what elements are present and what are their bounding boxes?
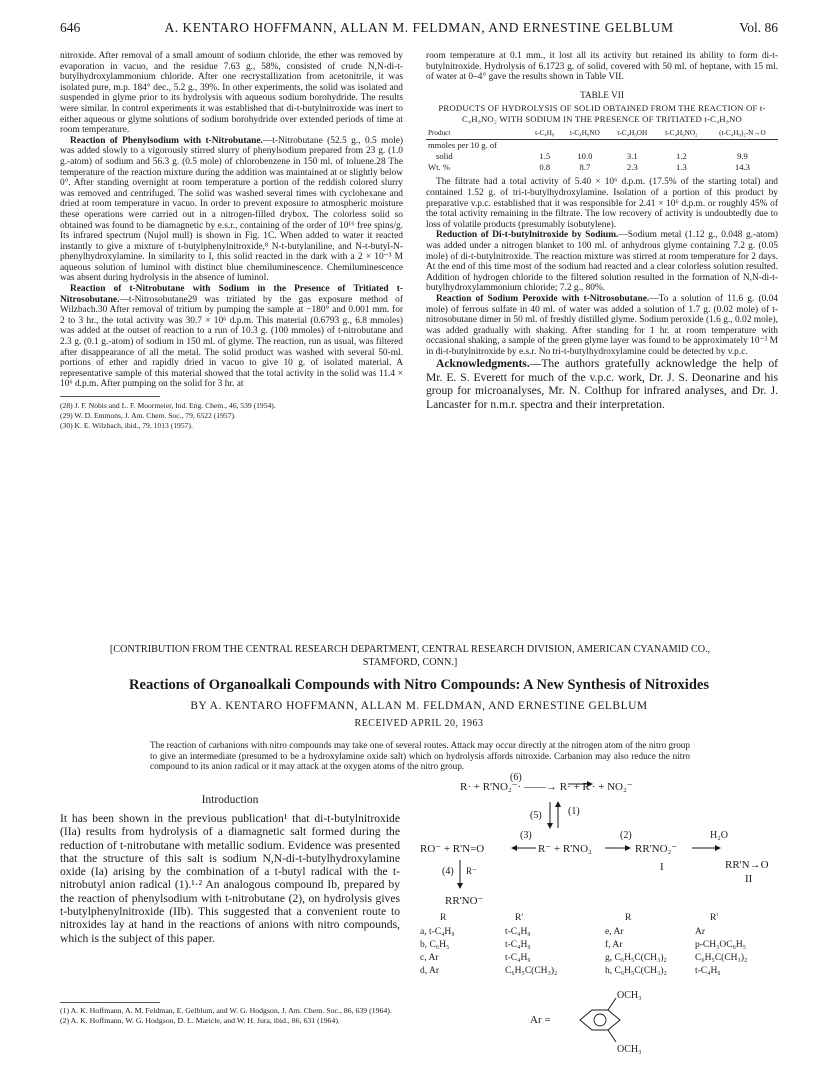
section-heading-introduction: Introduction — [201, 794, 259, 806]
legend-cell: C₆H₅C(CH₃)₂ — [695, 953, 748, 963]
legend-header: R' — [710, 913, 719, 923]
table-cell: 3.1 — [626, 151, 638, 162]
table-header-cell: t-C₄H₈ — [528, 128, 561, 140]
paragraph — [60, 284, 403, 390]
legend-cell: d, Ar — [420, 966, 439, 976]
paragraph-text: —t-Nitrobutane (52.5 g., 0.5 mole) was added slowly to a vigorously stirred slurry of phenylsodium prepared from 23 g. (1.0 g.-atom) of sodium and 56.3 g. (0.5 mole) of chlorobenzene in 150 ml. of toluene.28 The temperature of the reaction mixture during the addition was maintained at or slightly below 0°. After standing overnight at room temperature a portion of the reddish colored slurry was removed and centrifuged. The solid was washed several times with cyclohexane and dried at room temperature in vacuo. In order to prevent exposure to atmospheric moisture these operations were carried out in a nitrogen-filled drybox. The colorless solid so obtained was found to be diamagnetic by e.s.r., containing of the order of 10¹⁶ free spins/g. Its infrared spectrum (Nujol mull) is shown in Fig. 1C. When added to water it reacted instantly to give a mixture of t-butylphenylnitroxide,⁸ N-t-butylaniline, and N-t-butyl-N-phenylhydroxylamine. In similarity to I, this solid reacted in the dark with a 2 × 10⁻³ M aqueous solution of luminol with distinct blue chemiluminescence. Chemiluminescence was absent during hydrolysis in the absence of luminol. — [60, 135, 403, 284]
table-caption: PRODUCTS OF HYDROLYSIS OF SOLID OBTAINED FROM THE REACTION OF t-C₄H₉NO₂ WITH SODIUM IN THE PRESENCE OF TRITIATED t-C₄H₉NO — [438, 103, 766, 125]
table-cell: 14.3 — [734, 162, 750, 173]
acknowledgments-heading: Acknowledgments. — [436, 357, 530, 371]
methoxy-top: OCH₃ — [617, 990, 642, 1001]
legend-header: R' — [515, 913, 524, 923]
scheme-label-6: (6) — [510, 772, 522, 783]
scheme-label-5: (5) — [530, 810, 542, 821]
legend-cell: g, C₆H₅C(CH₃)₂ — [605, 953, 667, 963]
footnote-divider — [60, 1002, 160, 1003]
legend-cell: Ar — [695, 927, 706, 937]
legend-cell: t-C₄H₉ — [505, 940, 531, 950]
legend-cell: t-C₄H₉ — [695, 966, 721, 976]
table-cell: 1.2 — [676, 151, 687, 162]
legend-cell: t-C₄H₉ — [505, 953, 531, 963]
legend-cell: p-CH₃OC₆H₅ — [695, 940, 747, 950]
contribution-line: [CONTRIBUTION FROM THE CENTRAL RESEARCH DEPARTMENT, CENTRAL RESEARCH DIVISION, AMERICAN CYANAMID CO., STAMFORD, CONN.] — [109, 644, 711, 668]
scheme-label-2: (2) — [620, 830, 632, 841]
scheme-top-equation: R· + R'NO₂⁻· ——→ R· + R'· + NO₂⁻ — [460, 781, 633, 793]
received-date: RECEIVED APRIL 20, 1963 — [354, 718, 484, 729]
table-header-cell: Product — [426, 128, 528, 140]
table-cell: mmoles per 10 g. of — [428, 140, 497, 151]
left-column — [60, 51, 403, 431]
section-run-in-head: Reduction of Di-t-butylnitroxide by Sodium. — [436, 230, 619, 241]
scheme-mid-center: R⁻ + R'NO₂ — [538, 843, 592, 855]
table-cell: 1.3 — [676, 162, 687, 173]
section-run-in-head: Reaction of t-Nitrobutane with Sodium in the Presence of Tritiated t-Nitrosobutane. — [60, 284, 403, 305]
table-header-row — [426, 128, 778, 140]
footnote: (1) A. K. Hoffmann, A. M. Feldman, E. Gelblum, and W. G. Hodgson, J. Am. Chem. Soc., 86, 639 (1964). — [60, 1006, 392, 1015]
section-run-in-head: Reaction of Phenylsodium with t-Nitrobutane. — [70, 135, 263, 146]
scheme-label-3: (3) — [520, 830, 532, 841]
table-header-cell: t-C₄H₉NO₂ — [656, 128, 707, 140]
paragraph-text: —Sodium metal (1.12 g., 0.048 g.-atom) was added under a nitrogen blanket to 100 ml. of anhydrous glyme containing 7.2 g. (0.05 mole) of di-t-butylnitroxide. The reaction mixture was stirred at room temperature for 2 days. At the end of this time most of the sodium had reacted and a clear colorless solution resulted. Addition of hydrogen chloride to the filtered solution resulted in the formation of N,N-di-t-butylhydroxylammonium chloride; 7.2 g., 80%. — [426, 230, 778, 294]
table-row — [426, 151, 778, 162]
legend-cell: f, Ar — [605, 940, 623, 950]
footnote: (29) W. D. Emmons, J. Am. Chem. Soc., 79, 6522 (1957). — [60, 411, 236, 420]
methoxy-bottom: OCH₃ — [617, 1044, 642, 1055]
paragraph: room temperature at 0.1 mm., it lost all its activity but retained its ability to form di-t-butylnitroxide. Hydrolysis of 6.1723 g. of solid, covered with 50 ml. of heptane, with 15 ml. of water at 0–4° gave the results shown in Table VII. — [426, 51, 778, 83]
paragraph-text: —To a solution of 11.6 g. (0.04 mole) of ferrous sulfate in 40 ml. of water was added a solution of 1.7 g. (0.02 mole) of t-nitrosobutane dimer in 50 ml. of freshly distilled glyme. Sodium peroxide (1.6 g., 0.02 mole), was added gradually with shaking. After standing for 1 hr. at room temperature with occasional shaking, a sample of the green glyme layer was found to be approximately 10⁻³ M in di-t-butylnitroxide by e.s.r. No tri-t-butylhydroxylamine could be detected by v.p.c. — [426, 293, 778, 357]
legend-cell: c, Ar — [420, 953, 439, 963]
paragraph: The filtrate had a total activity of 5.40 × 10⁶ d.p.m. (17.5% of the starting total) and contained 1.52 g. of tri-t-butylhydroxylamine. Isolation of a portion of this product by preparative v.p.c. established that it was responsible for 2.41 × 10⁶ d.p.m. or roughly 45% of the total activity remaining in the filtrate. The low recovery of activity is undoubtedly due to loss of volatile products (presumably isobutylene). — [426, 177, 778, 230]
article-authors: BY A. KENTARO HOFFMANN, ALLAN M. FELDMAN, AND ERNESTINE GELBLUM — [190, 700, 648, 712]
footnotes — [60, 401, 403, 431]
acknowledgments — [426, 357, 778, 411]
paragraph: nitroxide. After removal of a small amount of sodium chloride, the ether was removed by evaporation in vacuo, and the residue 7.63 g., 58%, consisted of crude N,N-di-t-butylhydroxylammonium chloride. After one recrystallization from acetonitrile, it was isolated pure, m.p. 184° dec., 5.2 g., 39%. In other experiments, the solid was isolated and suspended in glyme prior to its hydrolysis with aqueous sodium borohydride. The results were similar. In control experiments it was established that di-t-butylnitroxide was inert to either aqueous or glyme solutions of sodium borohydride over extended periods of time at room temperature. — [60, 51, 403, 136]
legend-header: R — [625, 913, 632, 923]
table-header-cell: (t-C₄H₉)₂-N→O — [707, 128, 778, 140]
introduction-text: It has been shown in the previous publication¹ that di-t-butylnitroxide (IIa) results from hydrolysis of a diamagnetic salt formed during the reduction of t-nitrobutane with metallic sodium. Evidence was presented that the structure of this salt is sodium N,N-di-t-butylhydroxylamine oxide (Ia) arising by the combination of a t-butyl radical with the t-nitrobutyl anion radical (1).¹·² An analogous compound Ib, prepared by the reaction of phenylsodium with t-nitrobutane (2), on hydrolysis gives t-butylphenylnitroxide (IIb). This suggested that a convenient route to nitroxides lay at hand in the reactions of anions with nitro compounds, which is the subject of this paper. — [60, 812, 400, 945]
table-cell: 2.3 — [626, 162, 638, 173]
table-cell: 0.8 — [539, 162, 551, 173]
legend-cell: b, C₆H₅ — [420, 940, 450, 950]
table-cell: solid — [436, 151, 453, 162]
abstract: The reaction of carbanions with nitro compounds may take one of several routes. Attack may occur directly at the nitrogen atom of the nitro group to give an intermediate (presumed to be a hydroxylamine oxide salt) which on hydrolysis affords nitroxide. Carbanion may also reduce the nitro compound to its anion radical or it may attack at the oxygen atoms of the nitro group. — [150, 740, 690, 772]
article-title: Reactions of Organoalkali Compounds with Nitro Compounds: A New Synthesis of Nitroxides — [129, 677, 709, 693]
legend-cell: C₆H₅C(CH₃)₂ — [505, 966, 558, 976]
table-cell: 1.5 — [539, 151, 551, 162]
running-title: A. KENTARO HOFFMANN, ALLAN M. FELDMAN, AND ERNESTINE GELBLUM — [164, 20, 674, 35]
page-header — [60, 20, 778, 40]
table-header-cell: t-C₄H₉OH — [609, 128, 656, 140]
legend-cell: a, t-C₄H₉ — [420, 927, 455, 937]
table-cell: Wt. % — [428, 162, 450, 173]
paragraph-text: —t-Nitrosobutane29 was tritiated by the gas exposure method of Wilzbach.30 After removal of tritium by pumping the sample at −180° and 0.001 mm. for 2 to 3 hr., the total activity was 30.7 × 10⁶ d.p.m. This material (0.6793 g., 6.8 mmoles) was added at the outset of reaction to a run of 10.3 g. (100 mmoles) of t-nitrobutane and 2.3 g. (0.1 g.-atom) of sodium in 150 ml. of glyme. The reaction, run as usual, was filtered after disappearance of all the metal. The solid product was washed with several 50-ml. portions of ether and rapidly dried in vacuo to give 10 g. of isolated material. A representative sample of this material showed that the total activity in the solid was 11.4 × 10⁶ d.p.m. After pumping on the solid for 3 hr. at — [60, 294, 403, 390]
introduction-footnotes — [60, 1002, 400, 1026]
scheme-label-4: (4) — [442, 866, 454, 877]
footnote-divider — [60, 396, 160, 397]
table-header-cell: t-C₄H₉NO — [561, 128, 608, 140]
paragraph — [426, 294, 778, 358]
volume-label: Vol. 86 — [739, 20, 778, 35]
ar-equals: Ar = — [530, 1014, 551, 1026]
legend-cell: t-C₄H₉ — [505, 927, 531, 937]
section-run-in-head: Reaction of Sodium Peroxide with t-Nitrosobutane. — [436, 293, 650, 304]
paragraph — [426, 230, 778, 294]
table-cell: 9.9 — [737, 151, 748, 162]
footnote: (28) J. F. Nobis and L. F. Moormeier, Ind. Eng. Chem., 46, 539 (1954). — [60, 401, 276, 410]
dimethoxyphenyl-ring — [580, 998, 620, 1042]
table-cell: 8.7 — [579, 162, 591, 173]
scheme-compound-II: II — [745, 873, 753, 885]
paragraph — [60, 136, 403, 284]
table-title: TABLE VII — [580, 89, 624, 100]
right-column — [426, 51, 778, 411]
data-table — [426, 128, 778, 173]
table-cell: 10.0 — [577, 151, 593, 162]
scheme-rrno-minus: RR'NO⁻ — [445, 895, 484, 907]
legend-cell: e, Ar — [605, 927, 624, 937]
scheme-mid-right: RR'NO₂⁻ — [635, 843, 678, 855]
scheme-compound-I: I — [660, 861, 664, 873]
reaction-scheme — [420, 770, 790, 1060]
table-row — [426, 162, 778, 173]
scheme-mid-left: RO⁻ + R'N=O — [420, 843, 485, 855]
legend-cell: h, C₆H₅C(CH₃)₂ — [605, 966, 667, 976]
acknowledgments-text: —The authors gratefully acknowledge the help of Mr. E. S. Everett for much of the v.p.c. work, Dr. J. S. Deonarine and his group for microanalyses, Mr. N. Colthup for infrared analyses, and Dr. J. Lancaster for n.m.r. spectra and their interpretation. — [426, 357, 778, 411]
table-row — [426, 140, 778, 152]
scheme-rr-no: RR'N→O — [725, 859, 769, 871]
footnote: (2) A. K. Hoffmann, W. G. Hodgson, D. L. Maricle, and W. H. Jura, ibid., 86, 631 (1964). — [60, 1016, 340, 1025]
scheme-label-1: (1) — [568, 806, 580, 817]
legend-header: R — [440, 913, 447, 923]
footnote: (30) K. E. Wilzbach, ibid., 79, 1013 (1957). — [60, 421, 193, 430]
page-number: 646 — [60, 20, 81, 35]
scheme-h2o: H₂O — [710, 830, 728, 841]
scheme-r-minus: R⁻ — [466, 866, 477, 876]
